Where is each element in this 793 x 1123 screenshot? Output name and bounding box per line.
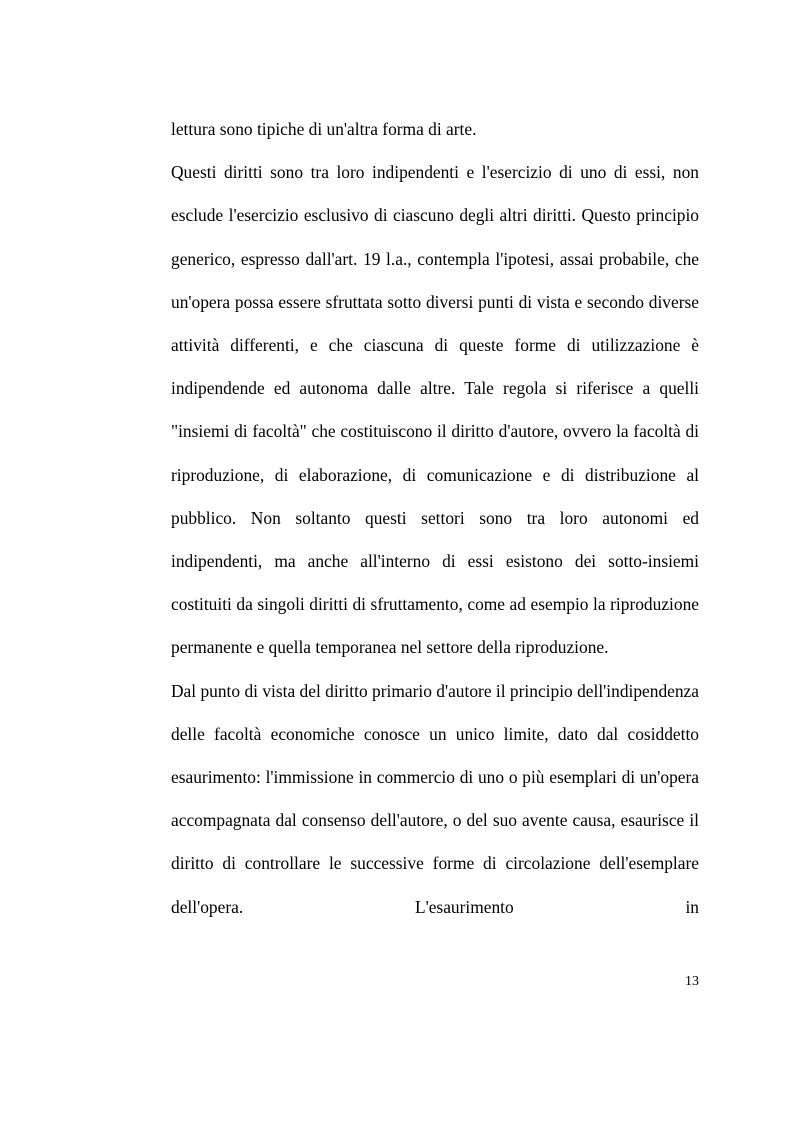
paragraph-2: Questi diritti sono tra loro indipendenti e l'esercizio di uno di essi, non esclude l'esercizio esclusivo di ciascuno degli altri diritti. Questo principio generico, espresso dall'art. 19 l.a., contempla l'ipotesi, assai probabile, che un'opera possa essere sfruttata sotto diversi punti di vista e secondo diverse attività differenti, e che ciascuna di queste forme di utilizzazione è indipendende ed autonoma dalle altre. Tale regola si riferisce a quelli "insiemi di facoltà" che costituiscono il diritto d'autore, ovvero la facoltà di riproduzione, di elaborazione, di comunicazione e di distribuzione al pubblico. Non soltanto questi settori sono tra loro autonomi ed indipendenti, ma anche all'interno di essi esistono dei sotto-insiemi costituiti da singoli diritti di sfruttamento, come ad esempio la riproduzione permanente e quella temporanea nel settore della riproduzione.: [171, 162, 699, 658]
body-text: [171, 108, 699, 929]
page-number: 13: [685, 974, 699, 989]
paragraph-1: lettura sono tipiche di un'altra forma di arte.: [171, 119, 477, 139]
paragraph-3: Dal punto di vista del diritto primario d'autore il principio dell'indipendenza delle facoltà economiche conosce un unico limite, dato dal cosiddetto esaurimento: l'immissione in commercio di uno o più esemplari di un'opera accompagnata dal consenso dell'autore, o del suo avente causa, esaurisce il diritto di controllare le successive forme di circolazione dell'esemplare dell'opera. L'esaurimento in: [171, 680, 699, 917]
